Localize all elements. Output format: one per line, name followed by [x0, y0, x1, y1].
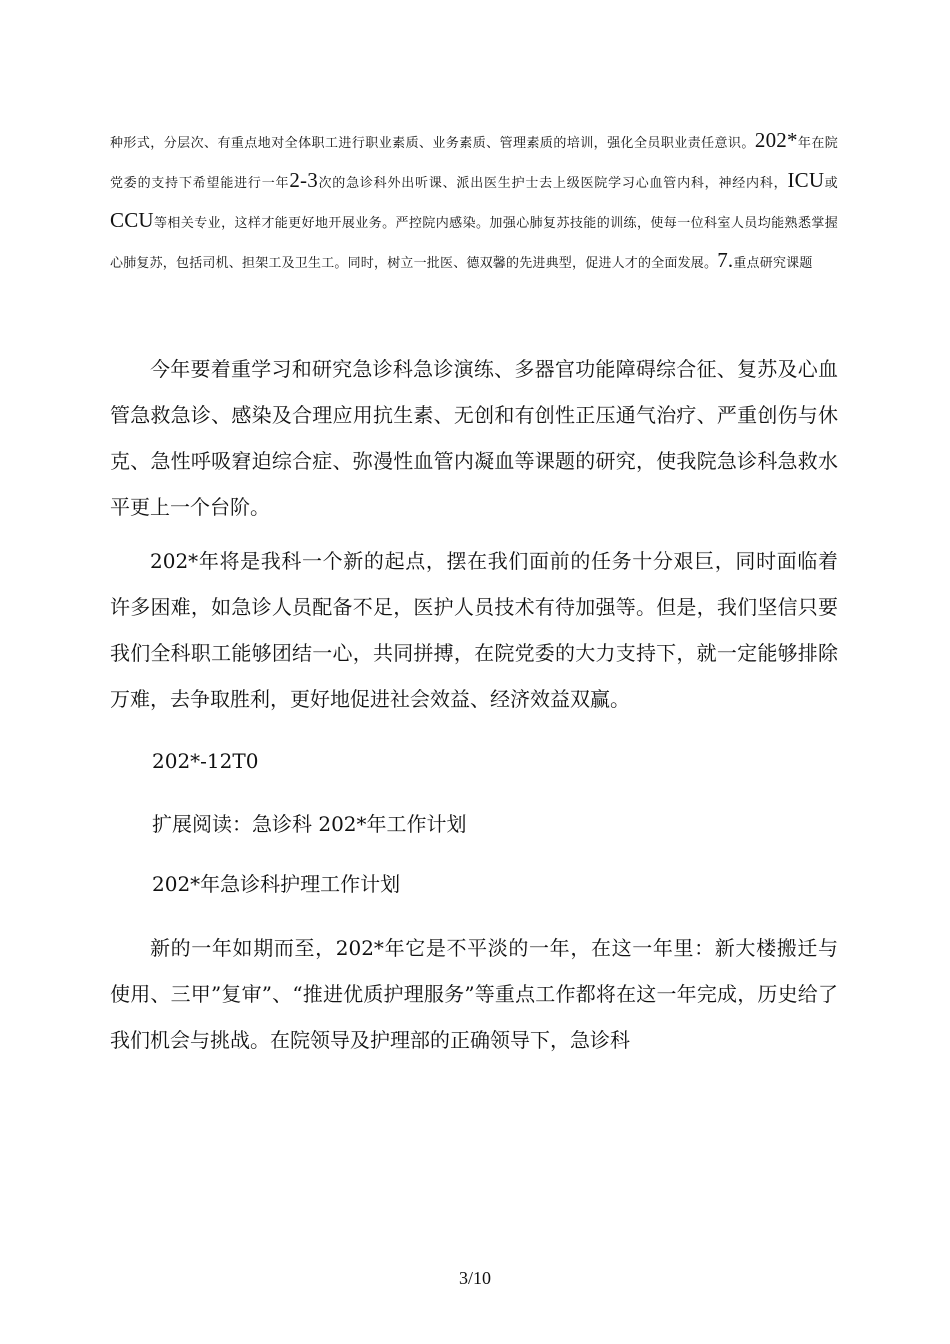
paragraph-research-topics: 今年要着重学习和研究急诊科急诊演练、多器官功能障碍综合征、复苏及心血管急救急诊、感染及合理应用抗生素、无创和有创性正压通气治疗、严重创伤与休克、急性呼吸窘迫综合症、弥漫性血管内凝血等课题的研究，使我院急诊科急救水平更上一个台阶。	[110, 357, 838, 519]
text-segment: 种形式，分层次、有重点地对全体职工进行职业素质、业务素质、管理素质的培训，强化全员职业责任意识。	[110, 136, 755, 151]
paragraph-new-year: 新的一年如期而至，202*年它是不平淡的一年，在这一年里：新大楼搬迁与使用、三甲”复审”、“推进优质护理服务”等重点工作都将在这一年完成，历史给了我们机会与挑战。在院领导及护理部的正确领导下，急诊科	[110, 936, 838, 1052]
date-line: 202*-12T0	[152, 749, 259, 773]
text-segment-large: 2-3	[289, 168, 318, 192]
text-segment: 年在院党委的支持下希望能进行一年	[110, 136, 838, 191]
text-segment: 次的急诊科外出听课、派出医生护士去上级医院学习心血管内科，神经内科，	[317, 176, 788, 191]
text-segment-large: CCU	[110, 208, 154, 232]
text-segment: 等相关专业，这样才能更好地开展业务。严控院内感染。加强心肺复苏技能的训练，使每一位科室人员均能熟悉掌握心肺复苏，包括司机、担架工及卫生工。同时，树立一批医、德双馨的先进典型，促进人才的全面发展。	[110, 216, 838, 271]
continued-paragraph	[110, 122, 838, 282]
text-segment-large: ICU	[787, 168, 825, 192]
paragraph-outlook: 202*年将是我科一个新的起点，摆在我们面前的任务十分艰巨，同时面临着许多困难，如急诊人员配备不足，医护人员技术有待加强等。但是，我们坚信只要我们全科职工能够团结一心，共同拼搏，在院党委的大力支持下，就一定能够排除万难，去争取胜利，更好地促进社会效益、经济效益双赢。	[110, 549, 838, 711]
page-number: 3/10	[458, 1268, 491, 1288]
extended-reading-line: 扩展阅读：急诊科 202*年工作计划	[152, 812, 467, 836]
text-segment-large: 7.	[717, 248, 734, 272]
text-segment-large: 202*	[754, 128, 798, 152]
text-segment: 重点研究课题	[733, 256, 813, 271]
plan-title: 202*年急诊科护理工作计划	[152, 872, 401, 896]
text-segment: 或	[824, 176, 838, 191]
